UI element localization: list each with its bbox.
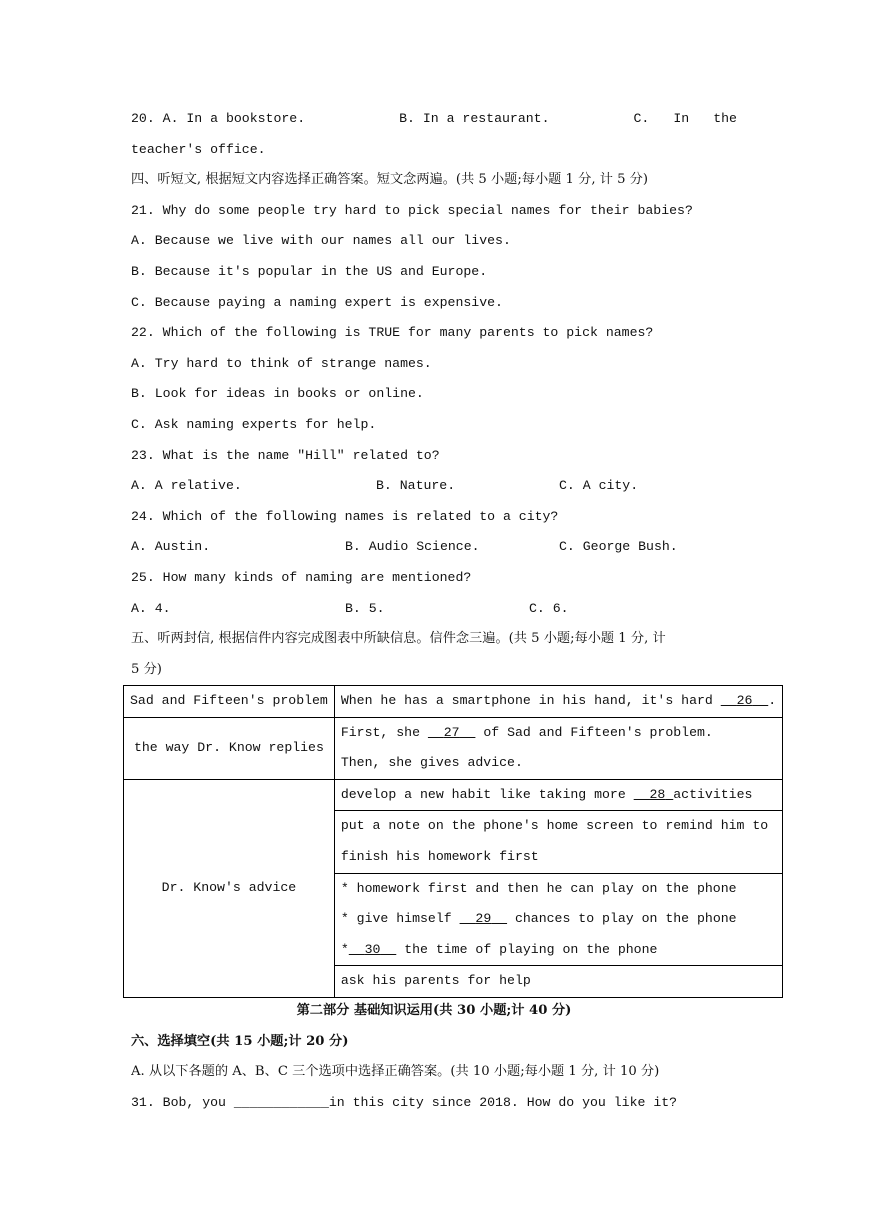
row2-text-post: of Sad and Fifteen's problem. bbox=[483, 724, 713, 740]
advice-3-line-1: * homework first and then he can play on the phone bbox=[340, 880, 737, 896]
section-4-heading: 四、听短文, 根据短文内容选择正确答案。短文念两遍。(共 5 小题;每小题 1 分, 计 5 分) bbox=[131, 172, 649, 188]
part-2-title: 第二部分 基础知识运用(共 30 小题;计 40 分) bbox=[296, 1003, 572, 1018]
table-row bbox=[124, 717, 783, 779]
advice-3-line-3-post: the time of playing on the phone bbox=[404, 941, 658, 957]
advice-1-pre: develop a new habit like taking more bbox=[340, 786, 626, 802]
q31-post: in this city since 2018. How do you like it? bbox=[328, 1094, 678, 1110]
q23-option-b: B. Nature. bbox=[376, 478, 456, 494]
q22-option-a: A. Try hard to think of strange names. bbox=[131, 355, 432, 371]
advice-2 bbox=[334, 811, 782, 873]
advice-2-line-1: put a note on the phone's home screen to remind him to bbox=[340, 818, 769, 834]
q20-option-c-word2: the bbox=[713, 111, 737, 126]
letter-info-table bbox=[123, 685, 783, 998]
q31-pre: 31. Bob, you bbox=[131, 1094, 226, 1110]
row1-text-pre: When he has a smartphone in his hand, it's hard bbox=[340, 693, 713, 708]
q20-option-c-word1: In bbox=[673, 111, 690, 126]
table-row bbox=[124, 686, 783, 718]
q25-option-a: A. 4. bbox=[131, 600, 171, 616]
blank-29[interactable]: 29 bbox=[475, 911, 492, 927]
q25-options bbox=[131, 594, 737, 625]
q20-option-c-label: C. bbox=[633, 111, 650, 126]
q24-option-c: C. George Bush. bbox=[559, 539, 678, 555]
advice-2-line-2: finish his homework first bbox=[340, 848, 539, 864]
blank-26[interactable]: 26 bbox=[736, 693, 753, 708]
q24-option-b: B. Audio Science. bbox=[345, 539, 480, 555]
advice-3 bbox=[334, 873, 782, 966]
blank-27[interactable]: 27 bbox=[443, 724, 460, 740]
q21-option-a: A. Because we live with our names all our lives. bbox=[131, 233, 511, 249]
q23-option-a: A. A relative. bbox=[131, 478, 242, 494]
q21-option-b: B. Because it's popular in the US and Europe. bbox=[131, 263, 488, 279]
part-2 bbox=[131, 996, 737, 1118]
q20-option-c-cont: teacher's office. bbox=[131, 141, 266, 157]
q23-option-c: C. A city. bbox=[559, 478, 639, 494]
advice-3-line-2-pre: * give himself bbox=[340, 911, 452, 927]
q22-stem: 22. Which of the following is TRUE for many parents to pick names? bbox=[131, 325, 654, 341]
table-row bbox=[124, 779, 783, 811]
q25-option-b: B. 5. bbox=[345, 600, 385, 616]
q23-options bbox=[131, 471, 737, 502]
row1-label: Sad and Fifteen's problem bbox=[124, 686, 335, 718]
question-20 bbox=[131, 104, 737, 135]
row2-line-2: Then, she gives advice. bbox=[340, 755, 523, 771]
q24-options bbox=[131, 532, 737, 563]
section-5-heading-cont: 5 分) bbox=[131, 661, 162, 677]
q21-option-c: C. Because paying a naming expert is expensive. bbox=[131, 294, 503, 310]
advice-3-line-3-pre: * bbox=[340, 941, 349, 957]
advice-1-post: activities bbox=[673, 786, 753, 802]
q22-option-b: B. Look for ideas in books or online. bbox=[131, 386, 424, 402]
row2-content bbox=[334, 717, 782, 779]
row1-text-post: . bbox=[768, 693, 777, 708]
q20-option-b: B. In a restaurant. bbox=[399, 111, 550, 126]
advice-3-line-2-post: chances to play on the phone bbox=[514, 911, 737, 927]
row3-label: Dr. Know's advice bbox=[124, 779, 335, 997]
q23-stem: 23. What is the name "Hill" related to? bbox=[131, 447, 440, 463]
q22-option-c: C. Ask naming experts for help. bbox=[131, 416, 377, 432]
question-31 bbox=[131, 1088, 737, 1119]
q25-option-c: C. 6. bbox=[529, 600, 569, 616]
row1-content bbox=[334, 686, 782, 718]
exam-page bbox=[131, 104, 737, 685]
section-5-heading: 五、听两封信, 根据信件内容完成图表中所缺信息。信件念三遍。(共 5 小题;每小题 1 分, 计 bbox=[131, 631, 666, 647]
q24-stem: 24. Which of the following names is related to a city? bbox=[131, 508, 559, 524]
section-6-sub-a: A. 从以下各题的 A、B、C 三个选项中选择正确答案。(共 10 小题;每小题 1 分, 计 10 分) bbox=[131, 1064, 660, 1080]
q20-option-a: 20. A. In a bookstore. bbox=[131, 111, 306, 126]
row2-text-pre: First, she bbox=[340, 724, 420, 740]
blank-30[interactable]: 30 bbox=[364, 941, 381, 957]
section-6-heading: 六、选择填空(共 15 小题;计 20 分) bbox=[131, 1033, 349, 1049]
advice-1 bbox=[334, 779, 782, 811]
q24-option-a: A. Austin. bbox=[131, 539, 211, 555]
row2-label: the way Dr. Know replies bbox=[124, 717, 335, 779]
advice-4: ask his parents for help bbox=[334, 966, 782, 998]
q31-blank[interactable]: ____________ bbox=[233, 1094, 329, 1110]
q25-stem: 25. How many kinds of naming are mentioned? bbox=[131, 569, 472, 585]
blank-28[interactable]: 28 bbox=[649, 786, 666, 802]
q21-stem: 21. Why do some people try hard to pick special names for their babies? bbox=[131, 202, 693, 218]
